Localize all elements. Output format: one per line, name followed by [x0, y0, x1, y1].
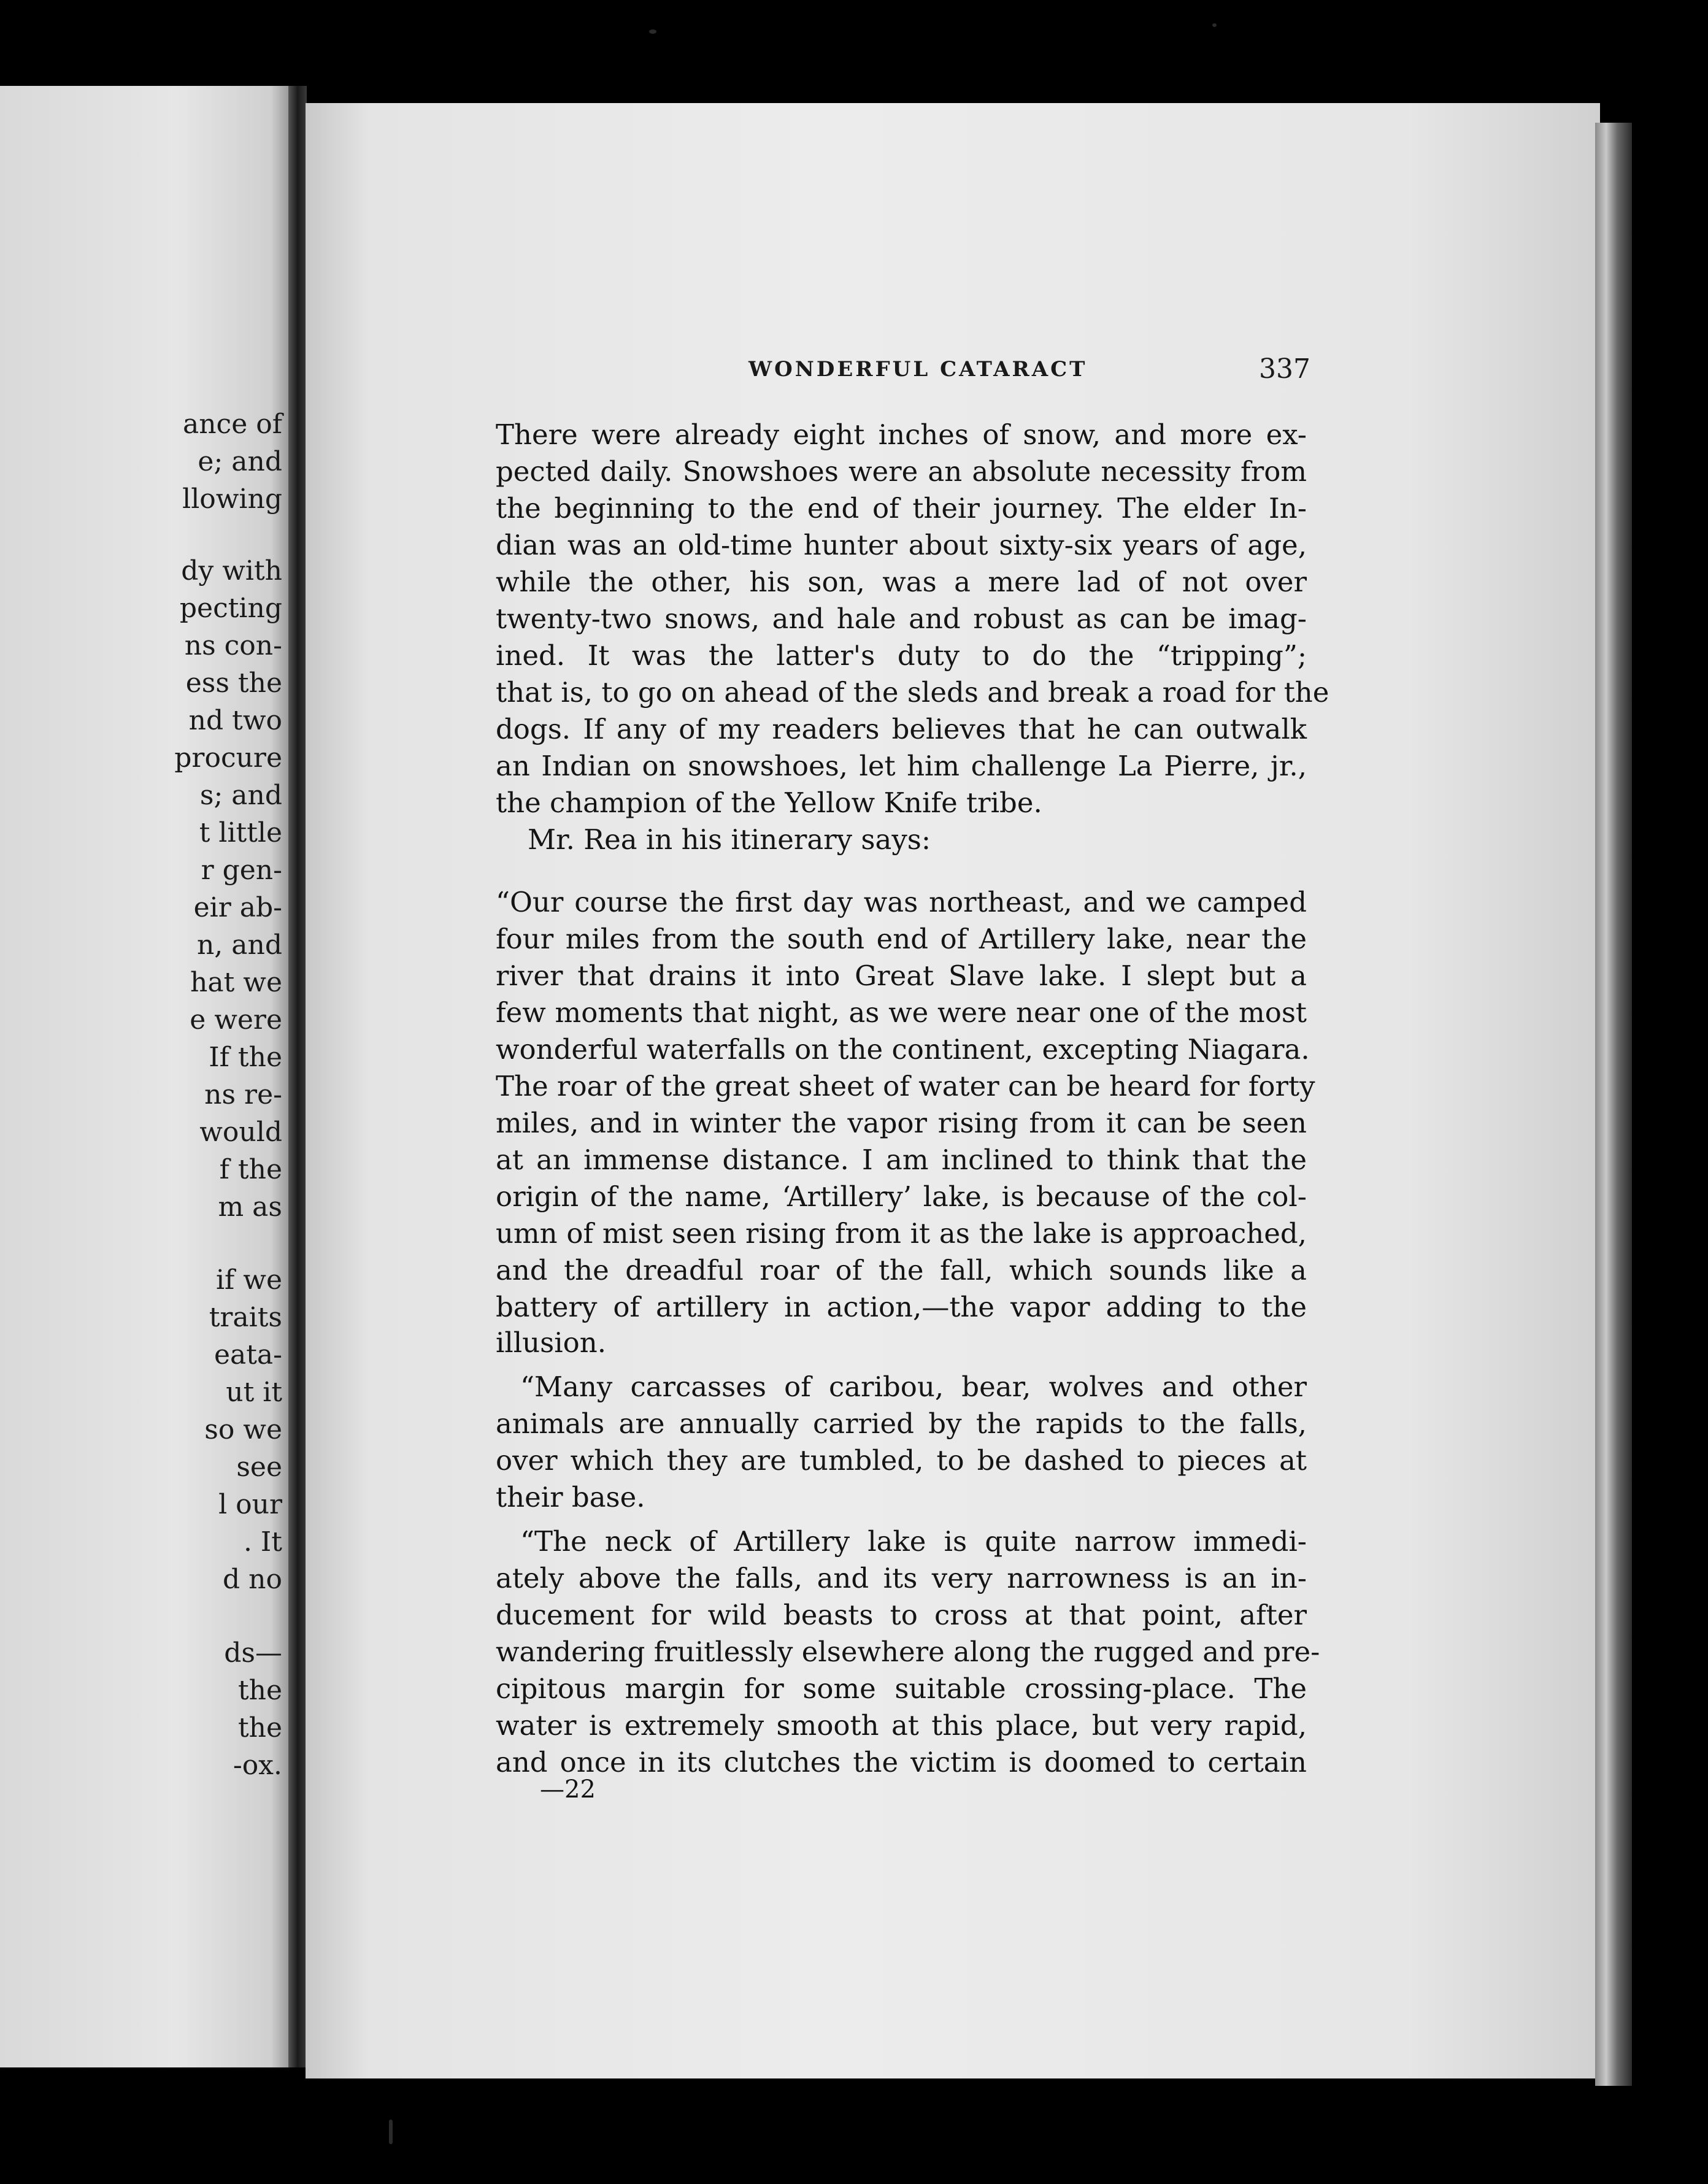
body-text-line: wonderful waterfalls on the continent, excepting Niagara.	[496, 1033, 1310, 1066]
body-text-line: and once in its clutches the victim is doomed to certain	[496, 1746, 1307, 1778]
left-page-line: procure	[174, 742, 282, 774]
body-text-line: river that drains it into Great Slave lake. I slept but a	[496, 959, 1307, 992]
body-text-line: water is extremely smooth at this place, but very rapid,	[496, 1709, 1307, 1742]
body-text-line: an Indian on snowshoes, let him challenge La Pierre, jr.,	[496, 750, 1307, 782]
left-page-line: ess the	[185, 667, 282, 699]
body-text-line: wandering fruitlessly elsewhere along the rugged and pre-	[496, 1636, 1320, 1668]
body-text-line: Mr. Rea in his itinerary says:	[528, 823, 931, 856]
body-text-line: animals are annually carried by the rapids to the falls,	[496, 1407, 1307, 1440]
left-page-line: dy with	[181, 555, 282, 586]
left-page-line: eata-	[214, 1339, 282, 1371]
left-page-line: ns con-	[184, 630, 282, 661]
body-text-line: their base.	[496, 1481, 645, 1513]
left-page-line: d no	[223, 1564, 282, 1595]
body-text-line: miles, and in winter the vapor rising from it can be seen	[496, 1107, 1307, 1139]
left-page-line: see	[236, 1452, 282, 1483]
body-text-line: origin of the name, ‘Artillery’ lake, is because of the col-	[496, 1180, 1307, 1213]
left-page-line: n, and	[196, 929, 282, 961]
left-page-line: e; and	[198, 446, 282, 477]
left-page-line: -ox.	[233, 1750, 282, 1781]
body-text-line: that is, to go on ahead of the sleds and break a road for the	[496, 676, 1329, 709]
left-page-line: ds—	[224, 1637, 282, 1669]
left-page-line: if we	[215, 1264, 282, 1296]
body-text-line: “The neck of Artillery lake is quite narrow immedi-	[520, 1525, 1307, 1558]
left-page-line: so we	[204, 1414, 282, 1445]
signature-mark: —22	[540, 1775, 596, 1804]
body-text-line: cipitous margin for some suitable crossing-place. The	[496, 1672, 1307, 1705]
left-page-line: . It	[243, 1526, 282, 1558]
left-page-line: hat we	[190, 967, 282, 998]
left-page-line: ns re-	[204, 1079, 282, 1110]
body-text-line: few moments that night, as we were near one of the most	[496, 996, 1307, 1029]
body-text-line: and the dreadful roar of the fall, which sounds like a	[496, 1254, 1307, 1286]
body-text-line: the champion of the Yellow Knife tribe.	[496, 786, 1042, 819]
left-page-line: pecting	[179, 593, 282, 624]
book-gutter	[288, 86, 307, 2067]
body-text-line: “Many carcasses of caribou, bear, wolves and other	[520, 1371, 1307, 1403]
left-page-line: e were	[190, 1004, 282, 1036]
body-text-line: over which they are tumbled, to be dashed to pieces at	[496, 1444, 1307, 1477]
page-number: 337	[1259, 353, 1310, 385]
body-text-line: four miles from the south end of Artillery lake, near the	[496, 923, 1307, 955]
left-page-line: traits	[209, 1302, 282, 1333]
dust-speck	[389, 2120, 393, 2144]
body-text-line: There were already eight inches of snow, and more ex-	[496, 418, 1307, 451]
left-page-line: eir ab-	[193, 892, 282, 923]
body-text-line: The roar of the great sheet of water can be heard for forty	[496, 1070, 1315, 1102]
left-page-line: r gen-	[201, 855, 282, 886]
body-text-line: at an immense distance. I am inclined to think that the	[496, 1144, 1307, 1176]
left-page-line: ut it	[226, 1377, 282, 1408]
body-text-line: battery of artillery in action,—the vapor adding to the	[496, 1291, 1307, 1323]
body-text-line: umn of mist seen rising from it as the lake is approached,	[496, 1217, 1307, 1250]
left-page-line: ance of	[182, 409, 282, 440]
left-page-line: f the	[219, 1154, 282, 1185]
body-text-line: pected daily. Snowshoes were an absolute necessity from	[496, 455, 1307, 488]
left-page-line: the	[237, 1712, 282, 1744]
left-page-line: If the	[209, 1042, 282, 1073]
body-text-line: “Our course the first day was northeast, and we camped	[496, 886, 1307, 918]
page-edge	[1595, 123, 1632, 2086]
dust-speck	[649, 29, 656, 34]
left-page-line: l our	[218, 1489, 282, 1520]
left-page-line: llowing	[182, 483, 282, 515]
left-page-line: nd two	[188, 705, 282, 736]
left-page	[0, 86, 294, 2067]
body-text-line: twenty-two snows, and hale and robust as can be imag-	[496, 602, 1307, 635]
left-page-line: the	[237, 1675, 282, 1706]
body-text-line: ately above the falls, and its very narrowness is an in-	[496, 1562, 1307, 1594]
body-text-line: dian was an old-time hunter about sixty-six years of age,	[496, 529, 1307, 561]
body-text-line: illusion.	[496, 1326, 607, 1359]
body-text-line: the beginning to the end of their journey. The elder In-	[496, 492, 1307, 525]
left-page-line: m as	[218, 1191, 282, 1223]
body-text-line: while the other, his son, was a mere lad of not over	[496, 566, 1307, 598]
left-page-line: would	[199, 1117, 282, 1148]
dust-speck	[1212, 23, 1217, 27]
left-page-line: t little	[199, 817, 282, 848]
body-text-line: dogs. If any of my readers believes that he can outwalk	[496, 713, 1307, 745]
running-head: WONDERFUL CATARACT	[748, 357, 1088, 382]
body-text-line: ducement for wild beasts to cross at that point, after	[496, 1599, 1307, 1631]
left-page-line: s; and	[199, 780, 282, 811]
body-text-line: ined. It was the latter's duty to do the “tripping”;	[496, 639, 1307, 672]
